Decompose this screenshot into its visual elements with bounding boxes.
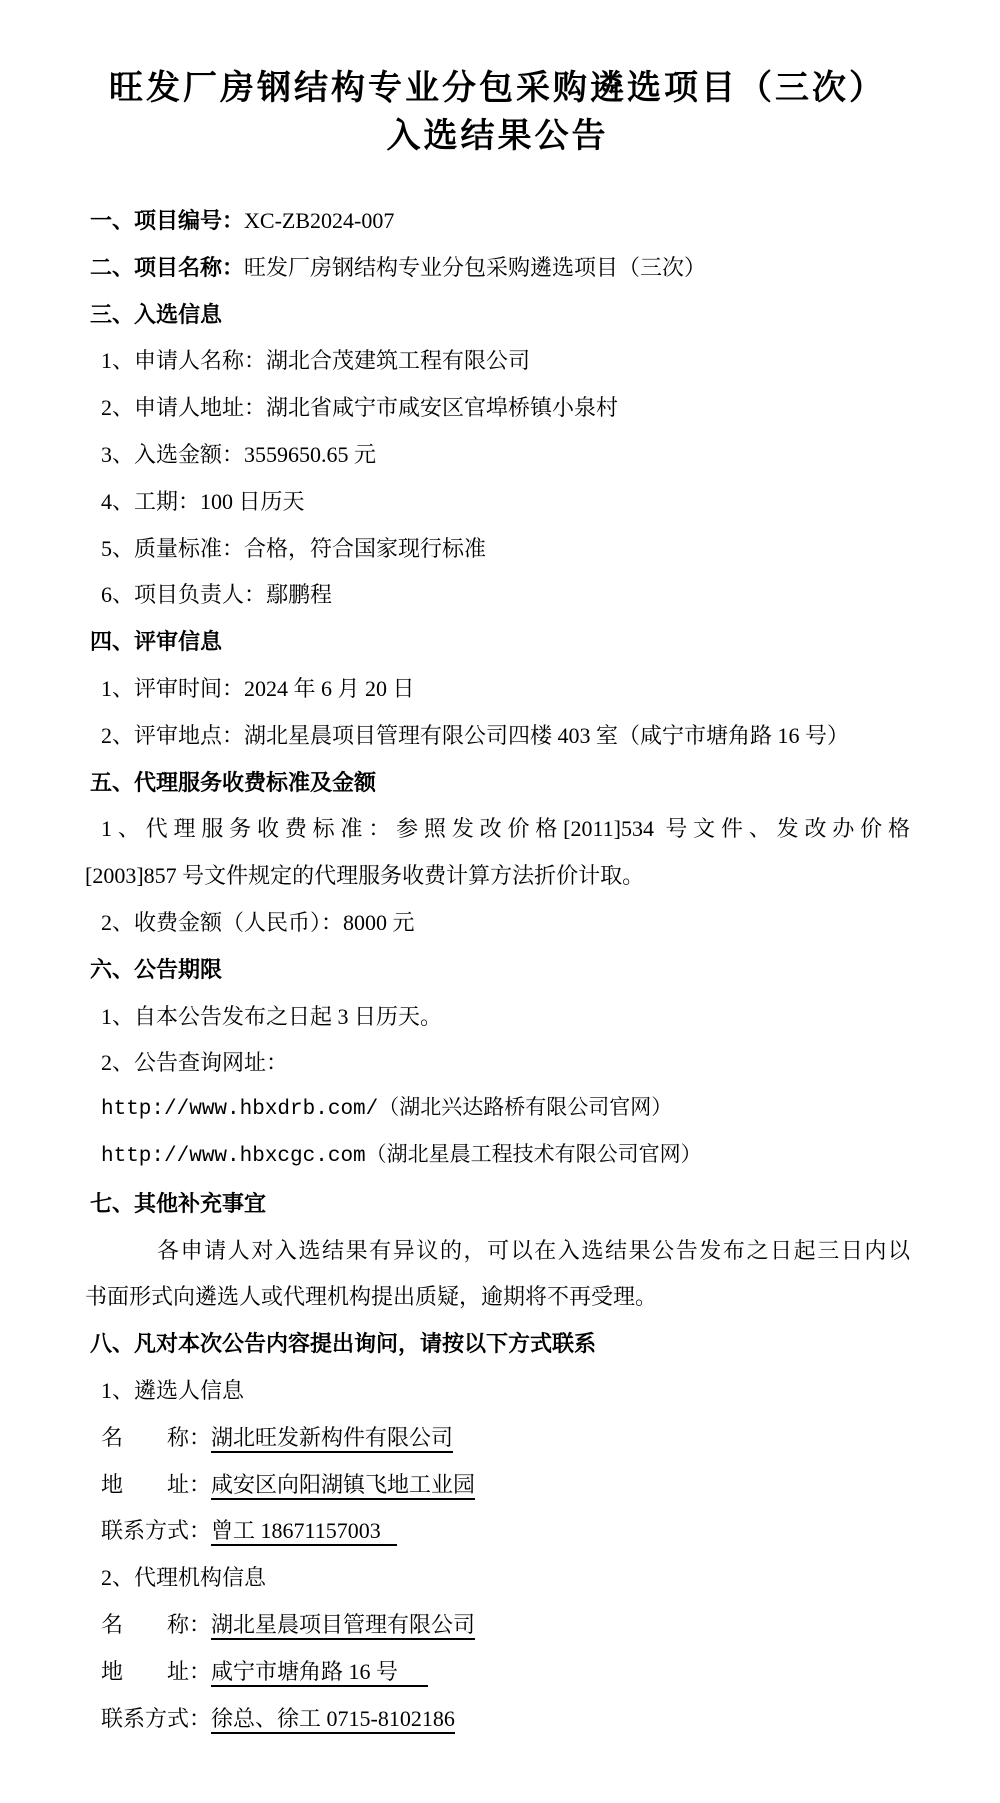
selection-item-quality-standard: 5、质量标准：合格，符合国家现行标准 xyxy=(101,535,487,561)
announcement-url-label: 2、公告查询网址： xyxy=(101,1050,289,1076)
section-heading-text: 三、入选信息 xyxy=(90,301,223,327)
doc-title xyxy=(85,64,910,160)
agency-contact-line xyxy=(85,1696,910,1743)
announcement-url-1: http://www.hbxdrb.com/（湖北兴达路桥有限公司官网） xyxy=(101,1098,673,1122)
selection-item-applicant-address: 2、申请人地址：湖北省咸宁市咸安区官埠桥镇小泉村 xyxy=(101,395,619,421)
section-agency-fee-heading xyxy=(85,760,910,807)
agency-address-value: 咸宁市塘角路 16 号 xyxy=(211,1659,428,1687)
selector-contact-line xyxy=(85,1508,910,1555)
agency-contact-value: 徐总、徐工 0715-8102186 xyxy=(211,1706,455,1734)
selection-item-project-leader: 6、项目负责人：鄢鹏程 xyxy=(101,582,333,608)
section-announcement-period-heading xyxy=(85,947,910,994)
review-item-location: 2、评审地点：湖北星晨项目管理有限公司四楼 403 室（咸宁市塘角路 16 号） xyxy=(101,722,850,748)
selection-item-duration: 4、工期：100 日历天 xyxy=(101,488,305,514)
agency-name-line xyxy=(85,1602,910,1649)
agency-name-label: 名 称： xyxy=(101,1611,212,1637)
project-number-line xyxy=(85,198,910,245)
selector-address-value: 咸安区向阳湖镇飞地工业园 xyxy=(211,1472,475,1500)
announcement-period-item: 1、自本公告发布之日起 3 日历天。 xyxy=(101,1003,443,1029)
agency-info-subheading: 2、代理机构信息 xyxy=(101,1565,267,1591)
doc-title-line-1: 旺发厂房钢结构专业分包采购遴选项目（三次） xyxy=(109,69,886,107)
project-name-label: 二、项目名称： xyxy=(90,254,245,280)
selector-name-label: 名 称： xyxy=(101,1424,212,1450)
agency-contact-label: 联系方式： xyxy=(101,1705,212,1731)
section-contact-heading xyxy=(85,1321,910,1368)
section-selection-info-heading xyxy=(85,292,910,339)
section-heading-text: 八、凡对本次公告内容提出询问，请按以下方式联系 xyxy=(90,1331,597,1357)
selector-address-line xyxy=(85,1462,910,1509)
selector-info-subheading: 1、遴选人信息 xyxy=(101,1377,245,1403)
selection-item-applicant-name: 1、申请人名称：湖北合茂建筑工程有限公司 xyxy=(101,348,531,374)
selection-item-amount: 3、入选金额：3559650.65 元 xyxy=(101,441,377,467)
section-heading-text: 五、代理服务收费标准及金额 xyxy=(90,769,377,795)
other-matters-line-2: 书面形式向遴选人或代理机构提出质疑，逾期将不再受理。 xyxy=(85,1284,658,1310)
selector-contact-value: 曾工 18671157003 xyxy=(211,1518,397,1546)
agency-name-value: 湖北星晨项目管理有限公司 xyxy=(211,1612,475,1640)
project-name-line xyxy=(85,245,910,292)
section-review-info-heading xyxy=(85,619,910,666)
agency-fee-amount: 2、收费金额（人民币）：8000 元 xyxy=(101,909,415,935)
section-heading-text: 六、公告期限 xyxy=(90,956,223,982)
project-number-label: 一、项目编号： xyxy=(90,208,245,233)
selector-name-value: 湖北旺发新构件有限公司 xyxy=(211,1425,453,1453)
selector-name-line xyxy=(85,1415,910,1462)
section-heading-text: 四、评审信息 xyxy=(90,629,223,655)
review-item-time: 1、评审时间：2024 年 6 月 20 日 xyxy=(101,675,415,701)
section-heading-text: 七、其他补充事宜 xyxy=(90,1190,267,1216)
agency-address-line xyxy=(85,1649,910,1696)
selector-contact-label: 联系方式： xyxy=(101,1518,212,1544)
agency-fee-standard-line-1: 1、代理服务收费标准：参照发改价格[2011]534 号文件、发改办价格 xyxy=(101,816,910,842)
agency-fee-standard-line-2: [2003]857 号文件规定的代理服务收费计算方法折价计取。 xyxy=(85,863,645,889)
other-matters-line-1: 各申请人对入选结果有异议的，可以在入选结果公告发布之日起三日内以 xyxy=(157,1237,910,1263)
doc-title-line-2: 入选结果公告 xyxy=(386,117,609,155)
doc-body xyxy=(85,198,910,1742)
selector-address-label: 地 址： xyxy=(101,1471,212,1497)
section-other-matters-heading xyxy=(85,1181,910,1228)
project-name-value: 旺发厂房钢结构专业分包采购遴选项目（三次） xyxy=(244,254,707,280)
project-number-value: XC-ZB2024-007 xyxy=(244,208,395,233)
agency-address-label: 地 址： xyxy=(101,1658,212,1684)
announcement-url-2: http://www.hbxcgc.com（湖北星晨工程技术有限公司官网） xyxy=(101,1144,702,1168)
